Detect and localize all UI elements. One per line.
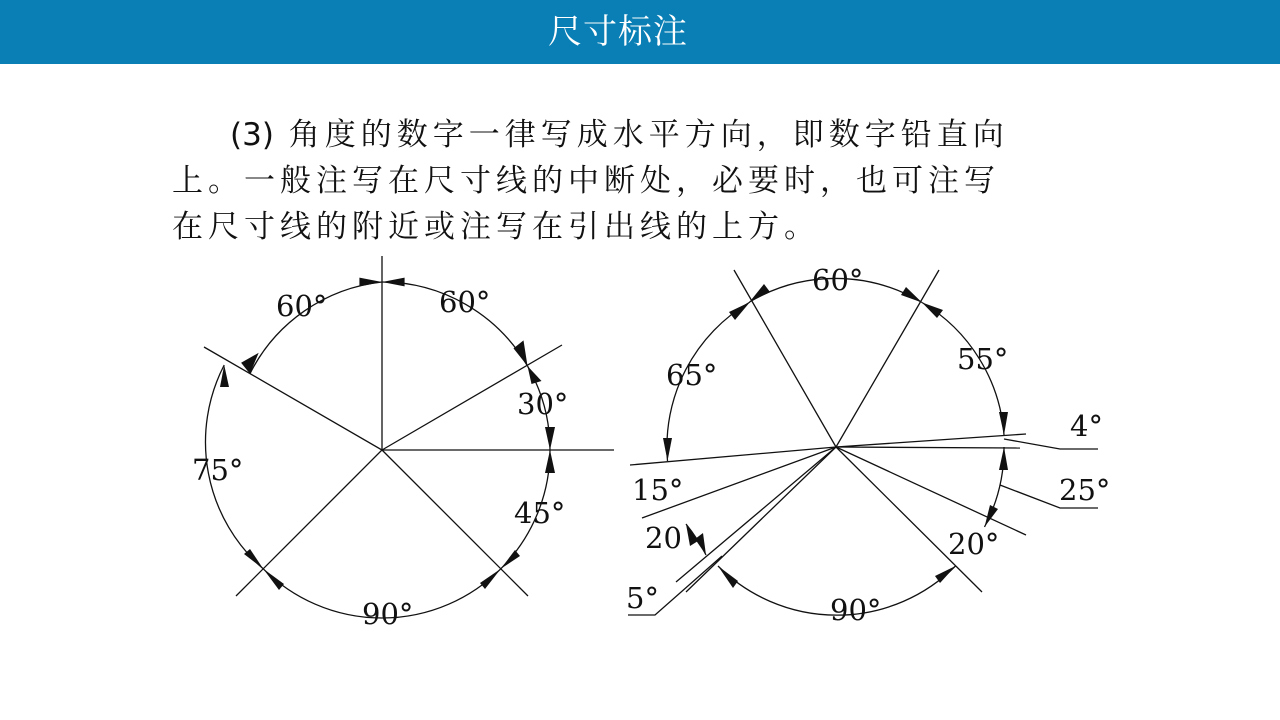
arrowhead <box>382 278 405 287</box>
right-ray-335 <box>836 447 1026 535</box>
arrowhead <box>663 438 672 461</box>
arrowhead <box>729 302 750 320</box>
arrowhead <box>999 412 1008 435</box>
arrowhead <box>750 284 771 302</box>
right-label-20-right: 20° <box>948 527 1000 561</box>
right-label-25: 25° <box>1059 473 1111 507</box>
right-ray-315 <box>836 447 982 592</box>
left-label-45: 45° <box>514 496 566 530</box>
right-label-4: 4° <box>1070 409 1103 443</box>
right-ray-4 <box>836 434 1026 447</box>
arrowheads <box>220 278 1008 590</box>
right-ray-220 <box>676 447 836 582</box>
right-arc-25-20 <box>985 447 1005 527</box>
slide-title: 尺寸标注 <box>548 12 688 52</box>
arrowhead <box>244 549 263 569</box>
arrowhead <box>359 278 382 287</box>
left-ray-150 <box>204 347 382 450</box>
right-label-5: 5° <box>626 581 659 615</box>
right-label-55: 55° <box>957 342 1009 376</box>
arrowhead <box>985 505 999 527</box>
paragraph-number: (3) <box>230 117 274 153</box>
arrowhead <box>263 569 284 590</box>
left-label-60b: 60° <box>439 285 491 319</box>
paragraph-line-2: 上。一般注写在尺寸线的中断处，必要时，也可注写 <box>172 163 1000 199</box>
arrowhead <box>528 366 542 384</box>
right-ray-0 <box>836 447 1020 448</box>
arrowhead <box>686 524 698 546</box>
paragraph-line-1-text: 角度的数字一律写成水平方向，即数字铅直向 <box>273 117 1009 153</box>
left-label-30: 30° <box>517 387 569 421</box>
right-ray-225 <box>686 447 836 592</box>
right-label-15: 15° <box>632 473 684 507</box>
arrowhead <box>695 533 706 555</box>
arrowhead <box>220 365 229 387</box>
right-label-65: 65° <box>666 358 718 392</box>
left-ray-315 <box>382 450 528 596</box>
right-label-60: 60° <box>812 263 864 297</box>
left-ray-225 <box>236 450 382 596</box>
arrowhead <box>545 450 555 473</box>
arrowhead <box>922 303 943 319</box>
left-label-75: 75° <box>192 453 244 487</box>
arrowhead <box>501 550 520 569</box>
right-label-90: 90° <box>830 593 882 627</box>
left-label-60a: 60° <box>276 289 328 323</box>
right-ray-185 <box>630 447 836 465</box>
right-angle-figure <box>628 270 1098 615</box>
arrowhead <box>480 569 501 589</box>
right-label-20-left: 20 <box>645 521 682 555</box>
arrowhead <box>545 427 555 450</box>
arrowhead <box>999 447 1008 470</box>
left-label-90: 90° <box>362 597 414 631</box>
paragraph-line-3: 在尺寸线的附近或注写在引出线的上方。 <box>172 209 820 245</box>
arrowhead <box>901 287 922 303</box>
arrowhead <box>514 340 528 366</box>
arrowhead <box>718 566 738 588</box>
